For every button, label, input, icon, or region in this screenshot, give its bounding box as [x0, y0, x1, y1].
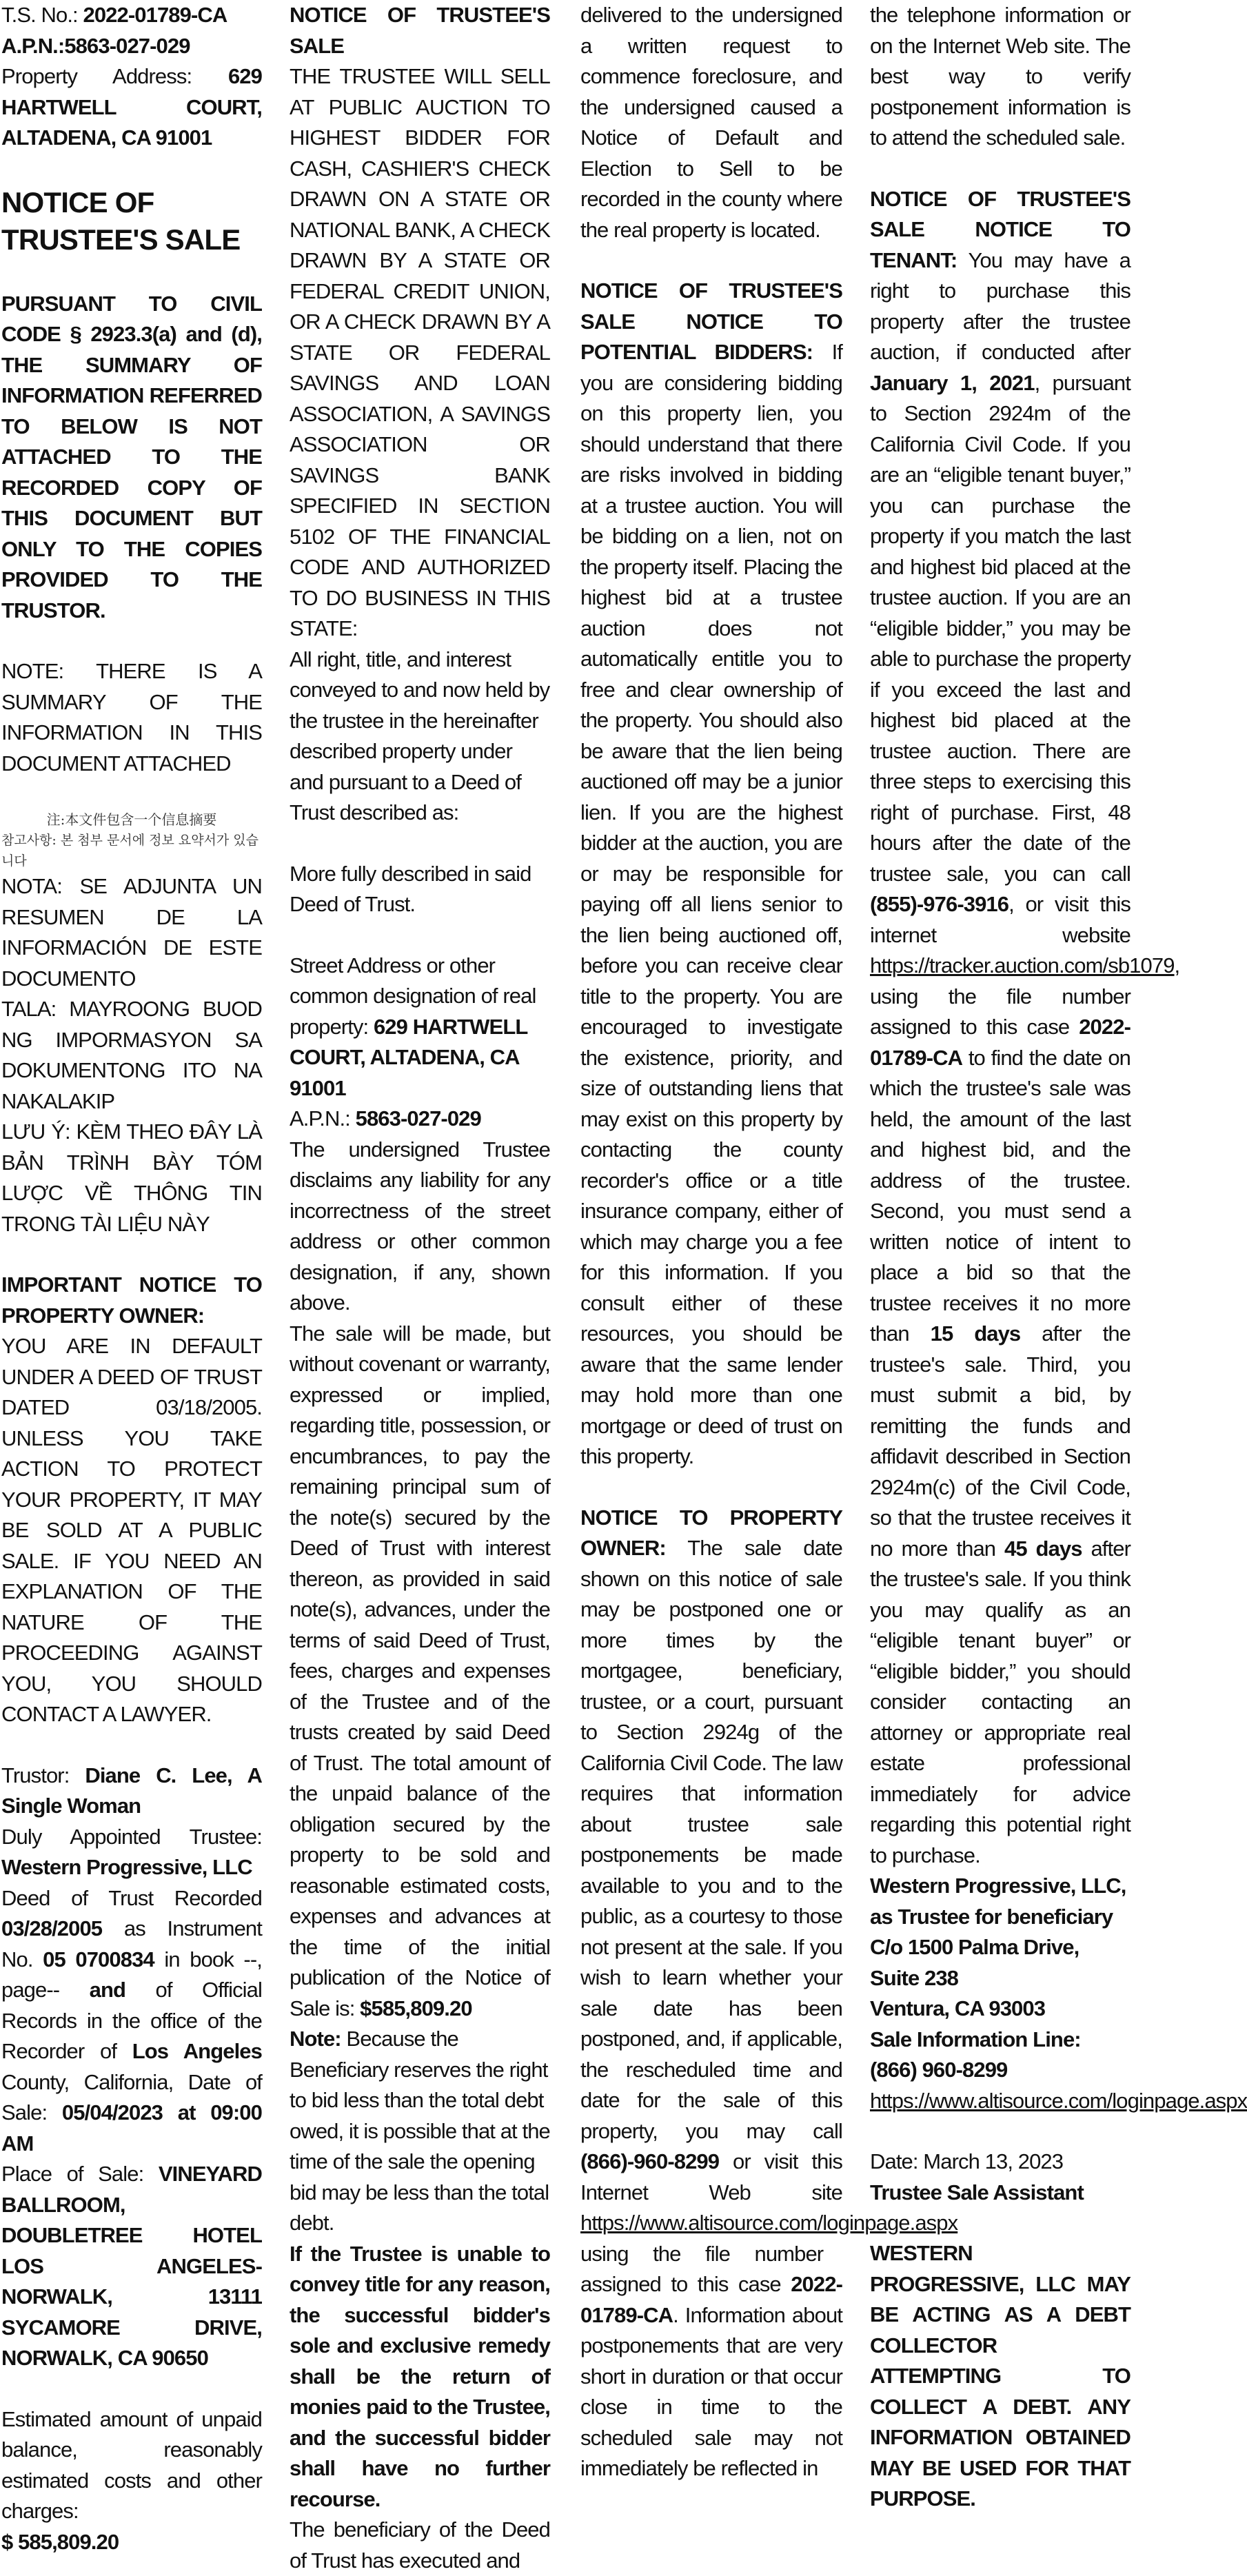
note-paragraph: [290, 2024, 550, 2239]
note-label: Note:: [290, 2027, 341, 2051]
apn-line-2: [290, 1104, 550, 1135]
unable-text: If the Trustee is unable to convey title for any reason, the successful bidder's sole and exclusive remedy shall be the return of monies paid to the Trustee, and the successful bidder shall have no further recourse.: [290, 2241, 550, 2511]
apn-label-2: A.P.N.:: [290, 1106, 356, 1130]
note-text: Because the Beneficiary reserves the right to bid less than the total debt owed, it is possible that at the time of the sale the opening bid may be less than the total debt.: [290, 2027, 550, 2235]
instrument-number: 05 0700834: [43, 1947, 154, 1971]
tenant-text: You may have a right to purchase this property after the trustee auction, if conducted after: [870, 247, 1131, 364]
korean-note: 참고사항: 본 첨부 문서에 정보 요약서가 있습니다: [1, 833, 259, 869]
apn-line: [1, 31, 262, 62]
sale-amount: $585,809.20: [360, 1996, 472, 2020]
sale-heading: [290, 0, 550, 61]
bidders-text: If you are considering bidding on this property lien, you should understand that there are risks involved in bidding at a trustee auction. You will be bidding on a lien, not on the property itself. Placing the highest bid at a trustee auction does not automatically entitle you to free and clear ownership of the property. You should also be aware that the lien being auctioned off may be a junior lien. If you are the highest bidder at the auction, you are or may be responsible for paying off all liens senior to the lien being auctioned off, before you can receive clear title to the property. You are encouraged to investigate the existence, priority, and size of outstanding liens that may exist on this property by contacting the county recorder's office or a title insurance company, either of which may charge you a fee for this information. If you consult either of these resources, you should be aware that the same lender may hold more than one mortgage or deed of trust on this property.: [580, 340, 842, 1468]
column-2: [290, 0, 550, 2573]
property-value: 629 HARTWELL COURT, ALTADENA, CA 91001: [1, 64, 262, 150]
vietnamese-note: LƯU Ý: KÈM THEO ĐÂY LÀ BẢN TRÌNH BÀY TÓM LƯỢC VỀ THÔNG TIN TRONG TÀI LIỆU NÀY: [1, 1119, 262, 1236]
pursuant-text: PURSUANT TO CIVIL CODE § 2923.3(a) and (d), THE SUMMARY OF INFORMATION REFERRED TO BELOW IS NOT ATTACHED TO THE RECORDED COPY OF THIS DOCUMENT BUT ONLY TO THE COPIES PROVIDED TO THE TRUSTOR.: [1, 291, 262, 622]
owner-text: . Information about postponements that are very short in duration or that occur close in time to the scheduled sale may not immediately be reflected in: [580, 2302, 842, 2480]
street-label: Street Address or other common designation of real property:: [290, 953, 536, 1039]
apn-number: 5863-027-029: [64, 33, 190, 58]
tenant-text: , or visit this internet website: [870, 892, 1131, 947]
sale-info-line-text: Sale Information Line: (866) 960-8299: [870, 2027, 1081, 2082]
owner-phone: (866)-960-8299: [580, 2149, 720, 2173]
date-line: Date: March 13, 2023: [870, 2149, 1064, 2173]
unable-paragraph: [290, 2239, 550, 2515]
debt-notice: [870, 2238, 1131, 2515]
important-heading: [1, 1270, 262, 1331]
property-label: Property Address:: [1, 64, 228, 88]
tenant-text: after the trustee's sale. If you think you may qualify as an “eligible tenant buyer” or “eligible bidder,” you should consider contacting an attorney or appropriate real estate professional immediately for advice regarding this potential right to purchase.: [870, 1536, 1131, 1867]
tenant-phone: (855)-976-3916: [870, 892, 1009, 916]
tenant-case-number: 2022-01789-CA: [870, 1015, 1131, 1070]
ts-label: T.S. No.:: [1, 3, 83, 27]
bidders-paragraph: [580, 276, 842, 1472]
place-of-sale: [1, 2159, 262, 2374]
deed-text: of Official Records in the office of the Recorder of: [1, 1978, 262, 2063]
street-address-paragraph: [290, 951, 550, 1104]
estimated-amount: [1, 2527, 262, 2558]
more-fully-paragraph: More fully described in said Deed of Trust.: [290, 861, 531, 916]
property-address: [1, 61, 262, 154]
tenant-text: , using the file number assigned to this case: [870, 953, 1180, 1039]
estimated-amount-value: $ 585,809.20: [1, 2529, 119, 2554]
trustee-line: [1, 1822, 262, 1883]
signature-address-1-text: C/o 1500 Palma Drive, Suite 238: [870, 1935, 1079, 1990]
tenant-text: after the trustee's sale. Third, you must submit a bid, by remitting the funds and affidavit described in Section 2924m(c) of the Civil Code, so that the trustee receives it no more than: [870, 1321, 1131, 1561]
signature-address-2: [870, 1994, 1131, 2025]
beneficiary-paragraph: The beneficiary of the Deed of Trust has executed and: [290, 2517, 550, 2573]
tenant-heading: NOTICE OF TRUSTEE'S SALE NOTICE TO TENANT:: [870, 186, 1131, 272]
tenant-text: to find the date on which the trustee's sale was held, the amount of the last and highest bid, and the address of the trustee. Second, you must send a written notice of intent to place a bid so that the trustee receives it no more than: [870, 1045, 1131, 1346]
county-name: Los Angeles: [132, 2039, 262, 2063]
deed-paragraph: [1, 1883, 262, 2160]
deed-date: 03/28/2005: [1, 1916, 103, 1940]
tenant-days-45: 45 days: [1004, 1536, 1082, 1561]
tagalog-note: TALA: MAYROONG BUOD NG IMPORMASYON SA DOKUMENTONG ITO NA NAKALAKIP: [1, 997, 262, 1113]
apn-label: A.P.N.:: [1, 33, 65, 58]
signature-address-2-text: Ventura, CA 93003: [870, 1996, 1046, 2020]
chinese-note: 注:本文件包含一个信息摘要: [46, 811, 217, 828]
pursuant-paragraph: [1, 289, 262, 627]
trustee-name: Western Progressive, LLC: [1, 1855, 252, 1879]
ts-number: 2022-01789-CA: [83, 3, 227, 27]
estimated-paragraph: Estimated amount of unpaid balance, reasonably estimated costs and other charges:: [1, 2406, 262, 2523]
auction-tracker-link[interactable]: https://tracker.auction.com/sb1079: [870, 953, 1175, 977]
deed-and: and: [89, 1978, 126, 2002]
continuation-paragraph: the telephone information or on the Internet Web site. The best way to verify postponement information is to attend the scheduled sale.: [870, 3, 1131, 150]
disclaim-paragraph: The undersigned Trustee disclaims any liability for any incorrectness of the street address or other common designation, if any, shown above.: [290, 1137, 550, 1315]
sale-info-line: [870, 2025, 1131, 2086]
place-value: VINEYARD BALLROOM, DOUBLETREE HOTEL LOS ANGELES-NORWALK, 13111 SYCAMORE DRIVE, NORWALK, CA 90650: [1, 2162, 262, 2370]
deed-text: County, California, Date of Sale:: [1, 2069, 262, 2124]
deed-text: as Instrument No.: [1, 1916, 262, 1971]
sale-heading-text: NOTICE OF TRUSTEE'S SALE: [290, 3, 550, 58]
tenant-paragraph: [870, 184, 1180, 1872]
signature-company: [870, 1871, 1131, 1932]
default-paragraph: YOU ARE IN DEFAULT UNDER A DEED OF TRUST DATED 03/18/2005. UNLESS YOU TAKE ACTION TO PROTECT YOUR PROPERTY, IT MAY BE SOLD AT A PUBLIC SALE. IF YOU NEED AN EXPLANATION OF THE NATURE OF THE PROCEEDING AGAINST YOU, YOU SHOULD CONTACT A LAWYER.: [1, 1334, 262, 1726]
assistant-line: [870, 2178, 1131, 2209]
trustor-line: [1, 1761, 262, 1822]
owner-case-number: 2022-01789-CA: [580, 2272, 842, 2327]
delivered-paragraph: delivered to the undersigned a written request to commence foreclosure, and the undersigned caused a Notice of Default and Election to Sell to be recorded in the county where the real property is located.: [580, 3, 842, 242]
bidders-heading: NOTICE OF TRUSTEE'S SALE NOTICE TO POTENTIAL BIDDERS:: [580, 278, 842, 364]
debt-notice-text: WESTERN PROGRESSIVE, LLC MAY BE ACTING AS A DEBT COLLECTOR ATTEMPTING TO COLLECT A DEBT. ANY INFORMATION OBTAINED MAY BE USED FOR THAT PURPOSE.: [870, 2241, 1131, 2511]
sale-text: The sale will be made, but without covenant or warranty, expressed or implied, regarding title, possession, or encumbrances, to pay the remaining principal sum of the note(s) secured by the Deed of Trust with interest thereon, as provided in said note(s), advances, under the terms of said Deed of Trust, fees, charges and expenses of the Trustee and of the trusts created by said Deed of Trust. The total amount of the unpaid balance of the obligation secured by the property to be sold and reasonable estimated costs, expenses and advances at the time of the initial publication of the Notice of Sale is:: [290, 1321, 550, 2020]
signature-url-line: [870, 2086, 1247, 2117]
signature-address-1: [870, 1932, 1131, 1994]
owner-text: or visit this Internet Web site: [580, 2149, 842, 2204]
signature-altisource-link[interactable]: https://www.altisource.com/loginpage.aspx: [870, 2088, 1247, 2113]
owner-heading: NOTICE TO PROPERTY OWNER:: [580, 1505, 842, 1560]
column-4: [870, 0, 1247, 2511]
trustee-label: Duly Appointed Trustee:: [1, 1824, 262, 1849]
assistant-title: Trustee Sale Assistant: [870, 2180, 1084, 2204]
owner-text: using the file number assigned to this case: [580, 2241, 824, 2296]
street-value: 629 HARTWELL COURT, ALTADENA, CA 91001: [290, 1014, 527, 1100]
apn-value-2: 5863-027-029: [355, 1106, 481, 1130]
tenant-text: , pursuant to Section 2924m of the California Civil Code. If you are an “eligible tenant buyer,” you can purchase the property if you match the last and highest bid placed at the trustee auction. If you are an “eligible bidder,” you may be able to purchase the property if you exceed the last and highest bid placed at the trustee auction. There are three steps to exercising this right of purchase. First, 48 hours after the date of the trustee sale, you can call: [870, 370, 1131, 886]
auction-caps-paragraph: THE TRUSTEE WILL SELL AT PUBLIC AUCTION TO HIGHEST BIDDER FOR CASH, CASHIER'S CHECK DRAWN ON A STATE OR NATIONAL BANK, A CHECK DRAWN BY A STATE OR FEDERAL CREDIT UNION, OR A CHECK DRAWN BY A STATE OR FEDERAL SAVINGS AND LOAN ASSOCIATION, A SAVINGS ASSOCIATION OR SAVINGS BANK SPECIFIED IN SECTION 5102 OF THE FINANCIAL CODE AND AUTHORIZED TO DO BUSINESS IN THIS STATE:: [290, 64, 550, 640]
important-heading-text: IMPORTANT NOTICE TO PROPERTY OWNER:: [1, 1272, 262, 1328]
trustor-name: Diane C. Lee, A Single Woman: [1, 1763, 262, 1818]
sale-paragraph: [290, 1319, 550, 2025]
ts-line: [1, 0, 262, 31]
sale-date: 05/04/2023 at 09:00 AM: [1, 2100, 262, 2156]
owner-text: The sale date shown on this notice of sale may be postponed one or more times by the mortgagee, beneficiary, trustee, or a court, pursuant to Section 2924g of the California Civil Code. The law requires that information about trustee sale postponements be made available to you and to the public, as a courtesy to those not present at the sale. If you wish to learn whether your sale date has been postponed, and, if applicable, the rescheduled time and date for the sale of this property, you may call: [580, 1536, 842, 2143]
conveyed-paragraph: All right, title, and interest conveyed to and now held by the trustee in the hereinafter described property under and pursuant to a Deed of Trust described as:: [290, 647, 550, 824]
trustor-label: Trustor:: [1, 1763, 85, 1787]
column-1: [1, 0, 262, 2554]
altisource-link[interactable]: https://www.altisource.com/loginpage.aspx: [580, 2211, 958, 2235]
signature-company-text: Western Progressive, LLC, as Trustee for beneficiary: [870, 1874, 1126, 1929]
place-label: Place of Sale:: [1, 2162, 159, 2186]
page-title: NOTICE OF TRUSTEE'S SALE: [1, 185, 241, 256]
summary-note: NOTE: THERE IS A SUMMARY OF THE INFORMATION IN THIS DOCUMENT ATTACHED: [1, 659, 262, 775]
tenant-days-15: 15 days: [930, 1321, 1021, 1346]
spanish-note: NOTA: SE ADJUNTA UN RESUMEN DE LA INFORMACIÓN DE ESTE DOCUMENTO: [1, 874, 262, 991]
deed-text: Deed of Trust Recorded: [1, 1885, 262, 1910]
tenant-date: January 1, 2021: [870, 370, 1035, 395]
deed-text: in book --, page--: [1, 1947, 262, 2002]
